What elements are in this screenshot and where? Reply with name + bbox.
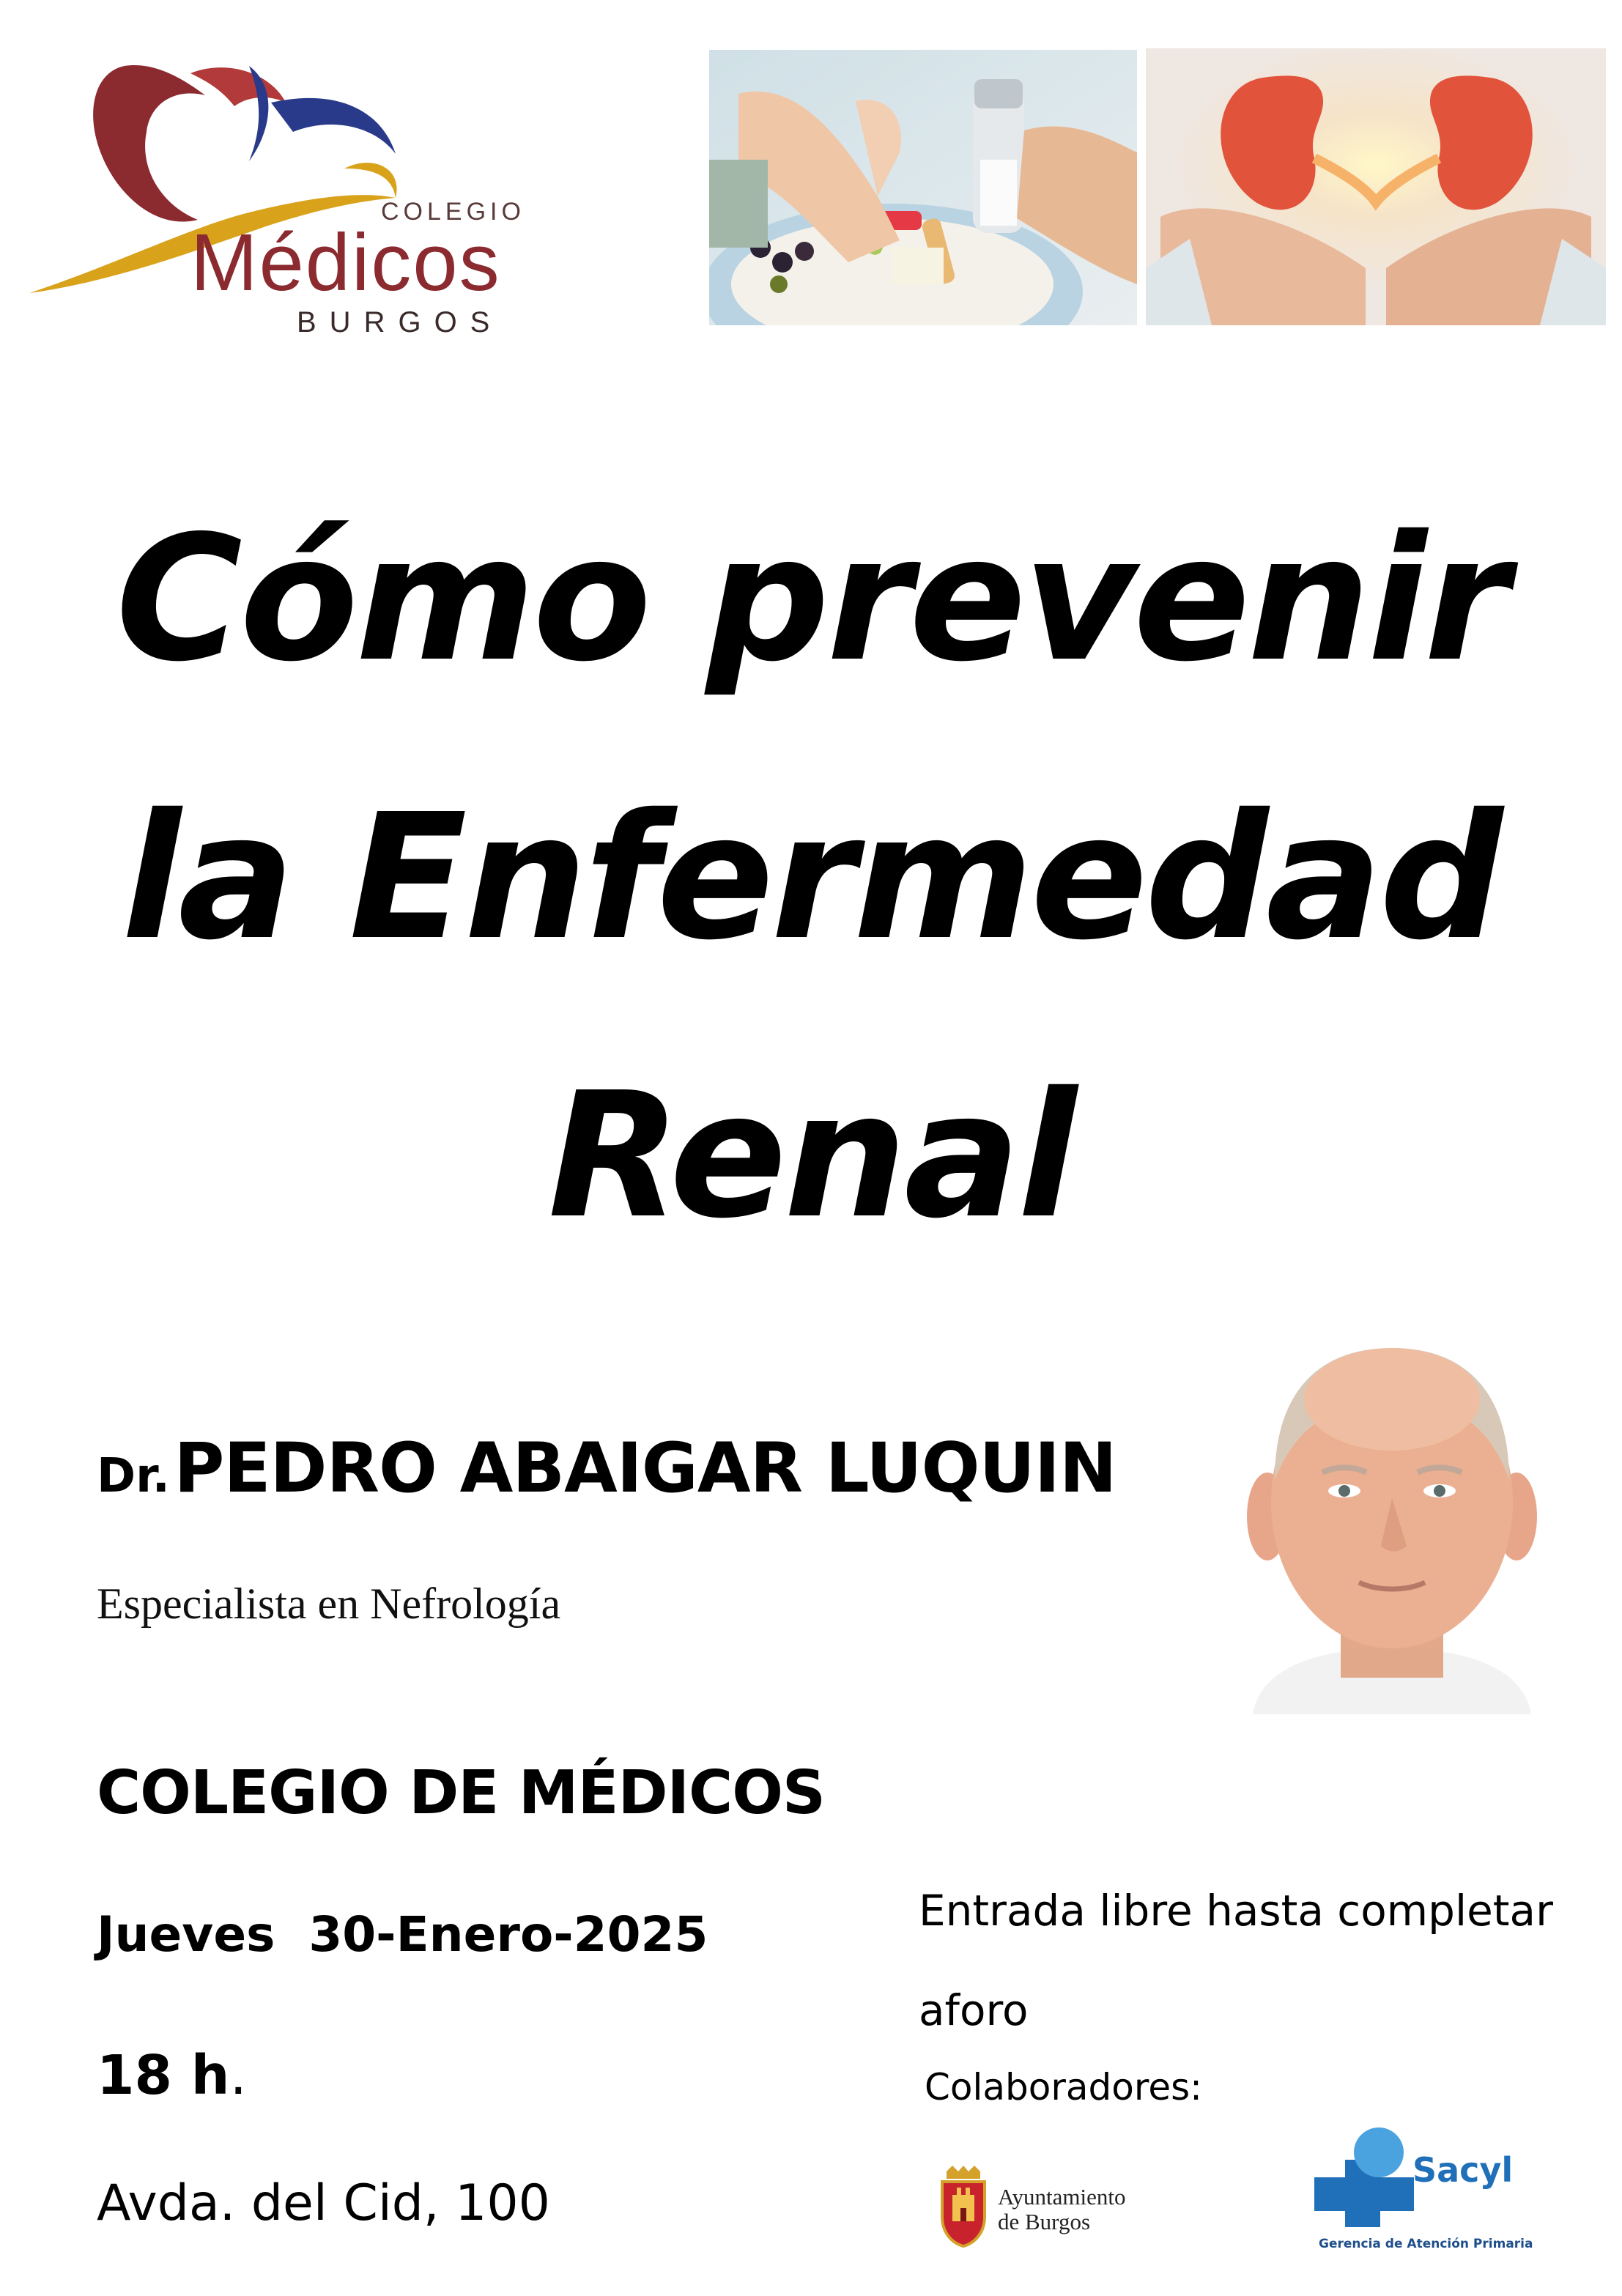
event-venue: COLEGIO DE MÉDICOS bbox=[97, 1758, 825, 1828]
sacyl-cross-icon bbox=[1311, 2122, 1421, 2232]
kidneys-hands-photo bbox=[1146, 48, 1606, 325]
ayuntamiento-line-1: Ayuntamiento bbox=[998, 2184, 1126, 2210]
ayuntamiento-crest-icon bbox=[938, 2166, 989, 2248]
title-line-2: la Enfermedad bbox=[122, 777, 1500, 978]
speaker-name-line bbox=[97, 1429, 1116, 1508]
salt-refusal-photo bbox=[709, 50, 1137, 325]
event-date: Jueves 30-Enero-2025 bbox=[97, 1906, 708, 1963]
ayuntamiento-line-2: de Burgos bbox=[998, 2209, 1091, 2234]
speaker-name: PEDRO ABAIGAR LUQUIN bbox=[174, 1429, 1116, 1508]
sacyl-subtitle: Gerencia de Atención Primaria bbox=[1319, 2237, 1533, 2251]
event-time-suffix: . bbox=[229, 2044, 247, 2107]
event-address: Avda. del Cid, 100 bbox=[97, 2174, 550, 2232]
entry-note: Entrada libre hasta completar aforo bbox=[919, 1886, 1553, 2035]
event-time: 18 h bbox=[97, 2044, 230, 2107]
logo-colegio-text: COLEGIO bbox=[381, 198, 525, 226]
collaborators-label: Colaboradores: bbox=[925, 2066, 1203, 2108]
sacyl-name: Sacyl bbox=[1412, 2150, 1514, 2190]
logo-medicos-text: Médicos bbox=[190, 218, 501, 308]
speaker-portrait bbox=[1231, 1333, 1553, 1714]
ayuntamiento-name bbox=[998, 2185, 1126, 2234]
speaker-specialty: Especialista en Nefrología bbox=[97, 1580, 561, 1628]
title-line-1: Cómo prevenir bbox=[115, 498, 1507, 700]
title-line-3: Renal bbox=[547, 1055, 1075, 1256]
logo-burgos-text: BURGOS bbox=[297, 306, 503, 338]
speaker-prefix: Dr. bbox=[97, 1449, 170, 1503]
event-time-line bbox=[97, 2044, 247, 2107]
